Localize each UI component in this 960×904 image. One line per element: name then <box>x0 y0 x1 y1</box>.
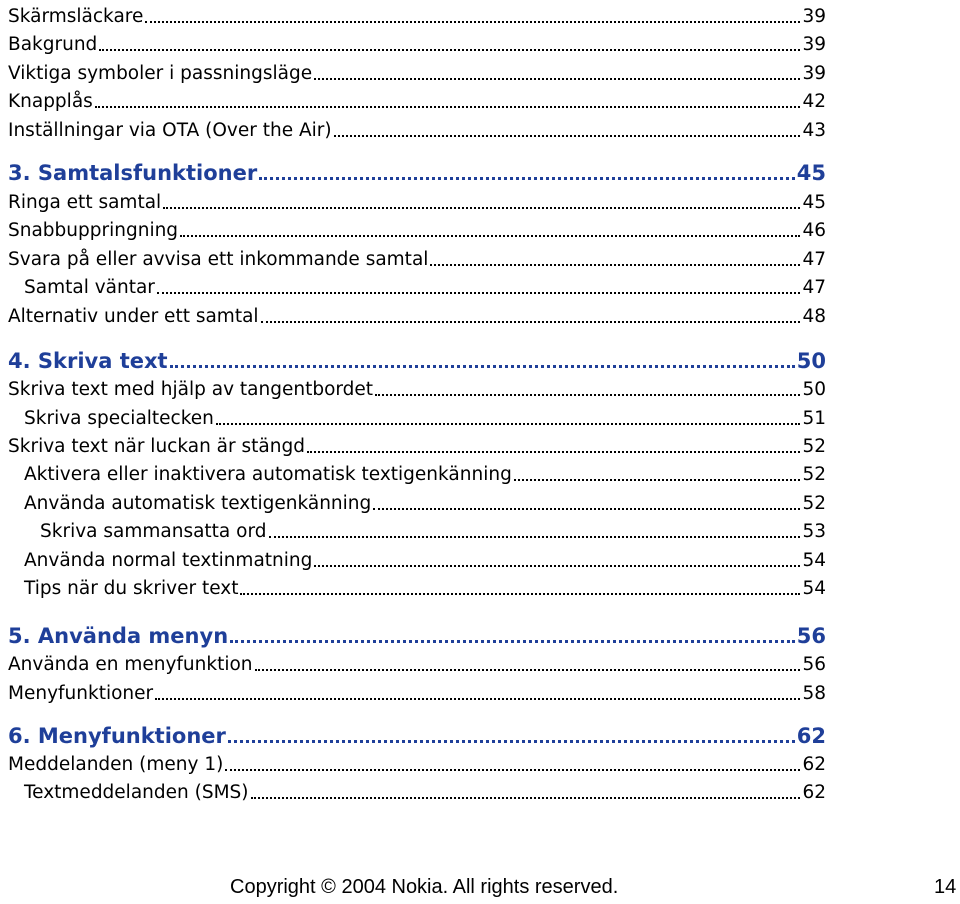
toc-entry-page: 48 <box>802 306 826 327</box>
dot-leader <box>170 365 795 368</box>
toc-entry-page: 45 <box>802 192 826 213</box>
toc-entry-page: 62 <box>802 782 826 803</box>
toc-entry-title: Aktivera eller inaktivera automatisk textigenkänning <box>24 464 512 485</box>
dot-leader <box>240 593 800 595</box>
toc-entry-page: 47 <box>802 249 826 270</box>
toc-entry-page: 52 <box>802 436 826 457</box>
toc-entry-title: Skriva text med hjälp av tangentbordet <box>8 379 374 400</box>
toc-entry-title: Textmeddelanden (SMS) <box>24 782 249 803</box>
toc-entry-title: 4. Skriva text <box>8 349 168 373</box>
toc-entry-page: 47 <box>802 277 826 298</box>
toc-entry-page: 39 <box>802 6 826 27</box>
toc-chapter <box>0 620 826 648</box>
toc-entry-page: 42 <box>802 91 826 112</box>
dot-leader <box>157 292 801 294</box>
page-number: 14 <box>934 876 957 898</box>
dot-leader <box>261 321 801 323</box>
dot-leader <box>251 797 801 799</box>
toc-entry-page: 56 <box>796 624 826 648</box>
toc-entry <box>0 648 826 676</box>
toc-entry-page: 52 <box>802 493 826 514</box>
toc-entry-page: 53 <box>802 521 826 542</box>
toc-entry-page: 45 <box>796 161 826 185</box>
toc-entry <box>0 515 826 543</box>
toc-entry <box>0 271 826 299</box>
dot-leader <box>255 669 801 671</box>
toc-entry-title: Använda en menyfunktion <box>8 654 253 675</box>
dot-leader <box>95 106 801 108</box>
dot-leader <box>180 235 800 237</box>
toc-entry <box>0 57 826 85</box>
toc-entry-page: 54 <box>802 550 826 571</box>
toc-entry-page: 51 <box>802 408 826 429</box>
toc-entry-title: Alternativ under ett samtal <box>8 306 259 327</box>
toc-entry-title: Svara på eller avvisa ett inkommande samtal <box>8 249 429 270</box>
dot-leader <box>228 740 795 743</box>
toc-entry-title: Tips när du skriver text <box>24 578 239 599</box>
toc-entry <box>0 243 826 271</box>
toc-entry-title: Knapplås <box>8 91 93 112</box>
dot-leader <box>430 264 800 266</box>
dot-leader <box>99 49 800 51</box>
dot-leader <box>514 479 801 481</box>
dot-leader <box>230 640 795 643</box>
copyright-notice: Copyright © 2004 Nokia. All rights reserved. <box>230 876 619 898</box>
dot-leader <box>145 21 800 23</box>
toc-entry-title: Använda automatisk textigenkänning <box>24 493 372 514</box>
toc-entry <box>0 373 826 401</box>
toc-entry-title: Skriva sammansatta ord <box>40 521 267 542</box>
toc-entry-title: Meddelanden (meny 1) <box>8 754 224 775</box>
dot-leader <box>269 536 801 538</box>
toc-entry-title: Snabbuppringning <box>8 220 179 241</box>
dot-leader <box>259 177 795 180</box>
dot-leader <box>225 769 800 771</box>
dot-leader <box>373 508 800 510</box>
toc-entry-title: 6. Menyfunktioner <box>8 724 226 748</box>
toc-entry-page: 46 <box>802 220 826 241</box>
toc-entry-title: Skriva text när luckan är stängd <box>8 436 305 457</box>
dot-leader <box>334 135 801 137</box>
toc-entry <box>0 85 826 113</box>
toc-chapter <box>0 345 826 373</box>
toc-entry-title: Samtal väntar <box>24 277 155 298</box>
dot-leader <box>163 207 800 209</box>
toc-entry-title: Inställningar via OTA (Over the Air) <box>8 120 332 141</box>
toc-entry <box>0 748 826 776</box>
toc-entry <box>0 430 826 458</box>
dot-leader <box>375 394 800 396</box>
toc-entry-page: 50 <box>796 349 826 373</box>
toc-entry <box>0 114 826 142</box>
toc-entry-title: Använda normal textinmatning <box>24 550 313 571</box>
toc-entry-title: 3. Samtalsfunktioner <box>8 161 258 185</box>
toc-entry-page: 43 <box>802 120 826 141</box>
toc-entry-page: 50 <box>802 379 826 400</box>
toc-entry-page: 39 <box>802 63 826 84</box>
toc-entry <box>0 572 826 600</box>
toc-entry-page: 58 <box>802 683 826 704</box>
toc-chapter <box>0 720 826 748</box>
dot-leader <box>307 451 801 453</box>
dot-leader <box>216 423 801 425</box>
toc-entry-page: 54 <box>802 578 826 599</box>
toc-entry-title: Bakgrund <box>8 34 98 55</box>
dot-leader <box>155 698 800 700</box>
toc-entry <box>0 0 826 28</box>
toc-entry-title: 5. Använda menyn <box>8 624 229 648</box>
toc-entry <box>0 544 826 572</box>
toc-entry-page: 62 <box>802 754 826 775</box>
toc-entry-page: 39 <box>802 34 826 55</box>
toc-entry <box>0 214 826 242</box>
dot-leader <box>314 565 800 567</box>
toc-entry-page: 62 <box>796 724 826 748</box>
toc-entry <box>0 677 826 705</box>
toc-entry-title: Viktiga symboler i passningsläge <box>8 63 313 84</box>
toc-entry <box>0 458 826 486</box>
toc-entry-title: Menyfunktioner <box>8 683 154 704</box>
toc-chapter <box>0 157 826 185</box>
toc-entry <box>0 300 826 328</box>
toc-entry-title: Ringa ett samtal <box>8 192 162 213</box>
toc-entry <box>0 186 826 214</box>
toc-entry-title: Skärmsläckare <box>8 6 144 27</box>
toc-entry-page: 56 <box>802 654 826 675</box>
toc-entry <box>0 402 826 430</box>
dot-leader <box>314 78 800 80</box>
toc-entry <box>0 487 826 515</box>
toc-entry-page: 52 <box>802 464 826 485</box>
toc-entry <box>0 776 826 804</box>
toc-entry-title: Skriva specialtecken <box>24 408 214 429</box>
toc-entry <box>0 28 826 56</box>
